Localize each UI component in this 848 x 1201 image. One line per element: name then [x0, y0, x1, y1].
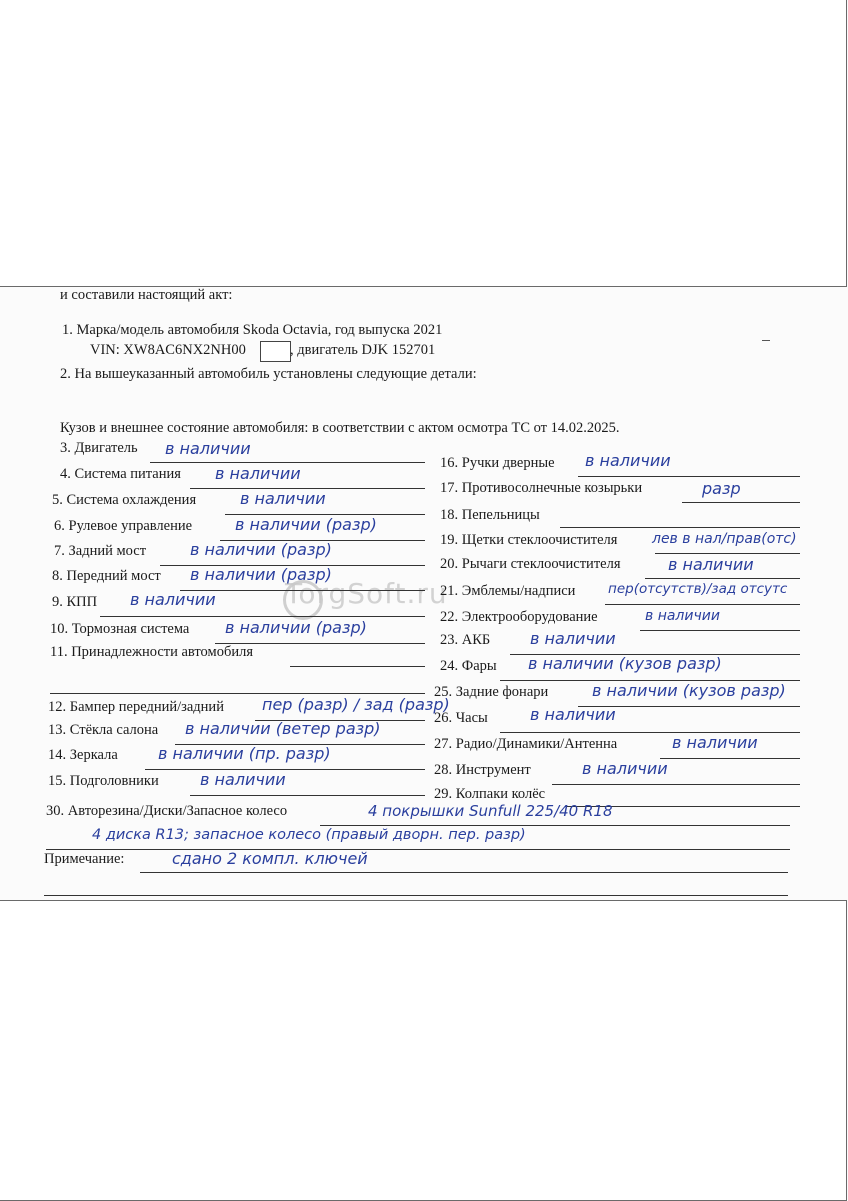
left-item-value: в наличии [165, 439, 251, 458]
left-item-label: 3. Двигатель [60, 440, 138, 456]
right-item-label: 22. Электрооборудование [440, 609, 598, 625]
left-item-label: 10. Тормозная система [50, 621, 190, 637]
right-item-label: 23. АКБ [440, 632, 491, 648]
left-item-value: в наличии (разр) [190, 565, 332, 584]
left-item-value: в наличии [200, 770, 286, 789]
left-item-value: в наличии [215, 464, 301, 483]
left-item-value: в наличии [130, 590, 216, 609]
fill-line [190, 795, 425, 796]
right-item-label: 25. Задние фонари [434, 684, 549, 700]
left-item-label: 15. Подголовники [48, 773, 159, 789]
right-item-label: 16. Ручки дверные [440, 455, 555, 471]
right-item-value: в наличии [668, 555, 754, 574]
right-item-value: пер(отсутств)/зад отсутс [608, 581, 788, 597]
fill-line [645, 578, 800, 579]
right-item-value: в наличии [585, 451, 671, 470]
intro-text: и составили настоящий акт: [60, 287, 233, 303]
left-item-value: в наличии [240, 489, 326, 508]
right-item-value: в наличии (кузов разр) [592, 681, 786, 700]
right-item-label: 26. Часы [434, 710, 488, 726]
note-value: сдано 2 компл. ключей [172, 849, 368, 868]
right-item-label: 24. Фары [440, 658, 497, 674]
left-item-label: 6. Рулевое управление [54, 518, 193, 534]
left-item-label: 12. Бампер передний/задний [48, 699, 224, 715]
left-item-label: 11. Принадлежности автомобиля [50, 644, 253, 660]
left-item-label: 8. Передний мост [52, 568, 161, 584]
fill-line [578, 476, 800, 477]
right-item-label: 18. Пепельницы [440, 507, 540, 523]
note-label: Примечание: [44, 851, 125, 867]
fill-line [50, 693, 425, 694]
redacted-top-area [0, 0, 847, 287]
right-item-label: 28. Инструмент [434, 762, 531, 778]
left-item-value: в наличии (пр. разр) [158, 744, 331, 763]
left-item-label: 5. Система охлаждения [52, 492, 197, 508]
redacted-bottom-area [0, 900, 847, 1201]
margin-dash [762, 340, 770, 341]
body-state-text: Кузов и внешнее состояние автомобиля: в соответствии с актом осмотра ТС от 14.02.2025. [60, 420, 620, 436]
right-item-value: лев в нал/прав(отс) [652, 531, 797, 547]
fill-line [552, 784, 800, 785]
right-item-label: 27. Радио/Динамики/Антенна [434, 736, 618, 752]
fill-line [46, 849, 790, 850]
fill-line [682, 502, 800, 503]
fill-line [180, 590, 425, 591]
right-item-value: в наличии [530, 629, 616, 648]
left-item-value: в наличии (ветер разр) [185, 719, 381, 738]
right-item-label: 29. Колпаки колёс [434, 786, 546, 802]
right-item-value: разр [702, 479, 741, 498]
vin-suffix-engine: , двигатель DJK 152701 [290, 342, 436, 358]
fill-line [150, 462, 425, 463]
right-item-label: 17. Противосолнечные козырьки [440, 480, 643, 496]
left-item-label: 7. Задний мост [54, 543, 147, 559]
item-30-value-line-2: 4 диска R13; запасное колесо (правый дворн. пер. разр) [92, 827, 526, 843]
right-item-value: в наличии [645, 608, 720, 624]
left-item-label: 9. КПП [52, 594, 98, 610]
watermark-text: TorgSoft.ru [285, 577, 448, 610]
right-item-label: 20. Рычаги стеклоочистителя [440, 556, 621, 572]
left-item-label: 4. Система питания [60, 466, 181, 482]
left-item-value: в наличии (разр) [225, 618, 367, 637]
item-30-value-line-1: 4 покрышки Sunfull 225/40 R18 [368, 802, 613, 820]
vin-redaction-box [260, 341, 291, 362]
right-item-value: в наличии [672, 733, 758, 752]
right-item-value: в наличии [530, 705, 616, 724]
left-item-value: в наличии (разр) [190, 540, 332, 559]
fill-line [640, 630, 800, 631]
fill-line [660, 758, 800, 759]
fill-line [605, 604, 800, 605]
item-1-car-model: 1. Марка/модель автомобиля Skoda Octavia, год выпуска 2021 [62, 322, 443, 338]
right-item-value: в наличии [582, 759, 668, 778]
fill-line [655, 553, 800, 554]
left-item-value: в наличии (разр) [235, 515, 377, 534]
fill-line [290, 666, 425, 667]
left-item-value: пер (разр) / зад (разр) [262, 695, 450, 714]
fill-line [140, 872, 788, 873]
fill-line [560, 527, 800, 528]
item-30-label: 30. Авторезина/Диски/Запасное колесо [46, 803, 288, 819]
fill-line [100, 616, 425, 617]
left-item-label: 13. Стёкла салона [48, 722, 159, 738]
right-item-label: 21. Эмблемы/надписи [440, 583, 576, 599]
right-item-label: 19. Щетки стеклоочистителя [440, 532, 618, 548]
item-2-details: 2. На вышеуказанный автомобиль установлены следующие детали: [60, 366, 477, 382]
vin-prefix: VIN: XW8AC6NX2NH00 [90, 342, 246, 358]
left-item-label: 14. Зеркала [48, 747, 118, 763]
fill-line [44, 895, 788, 896]
right-item-value: в наличии (кузов разр) [528, 654, 722, 673]
